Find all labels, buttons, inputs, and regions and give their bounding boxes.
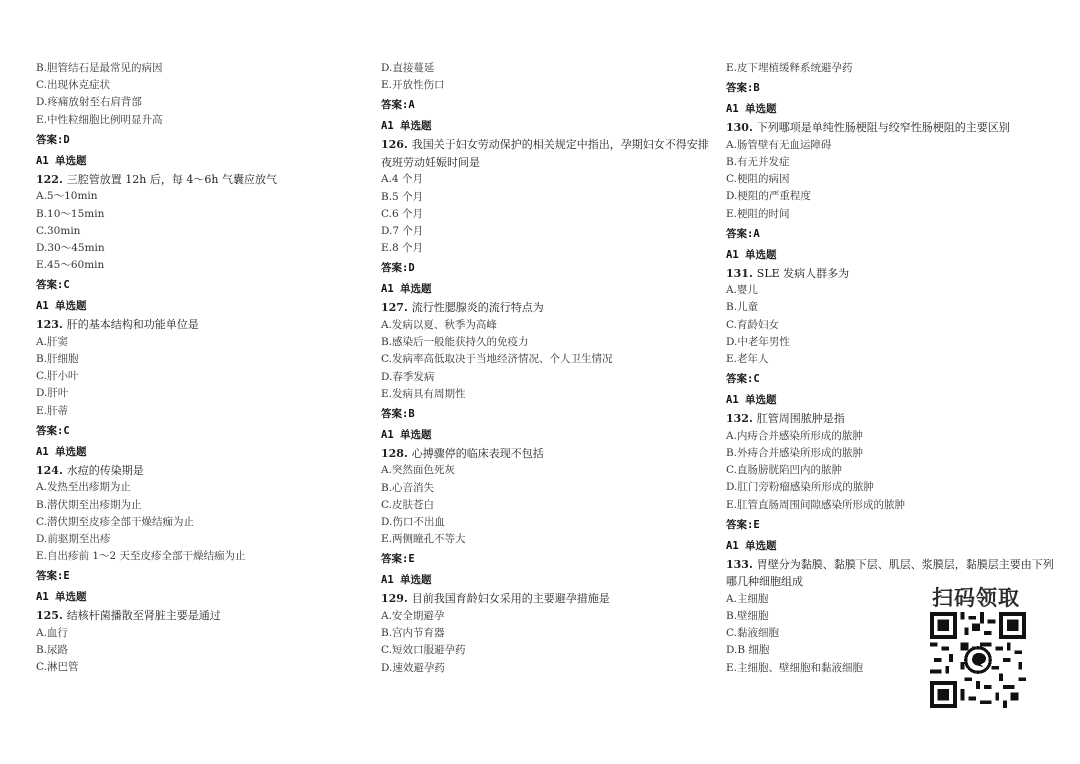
question-stem [36,607,366,625]
answer-option: B.壁细胞 [726,609,769,622]
category-label: A1 单选题 [381,574,432,587]
question-text: 流行性腮腺炎的流行特点为 [411,301,544,315]
answer-line: 答案:E [726,518,760,531]
question-text: 结核杆菌播散至肾脏主要是通过 [66,609,221,623]
category-label: A1 单选题 [726,248,777,261]
qr-watermark[interactable] [920,580,1050,710]
column-2 [381,60,711,677]
answer-option: C.出现休克症状 [36,79,110,92]
answer-option: E.老年人 [726,353,769,366]
answer-option: B.5 个月 [381,190,424,203]
answer-option: B.感染后一般能获持久的免疫力 [381,336,529,349]
answer-line: 答案:C [36,424,70,437]
question-text: 肝的基本结构和功能单位是 [66,318,199,332]
question-text: 下列哪项是单纯性肠梗阻与绞窄性肠梗阻的主要区别 [756,121,1010,135]
category-label: A1 单选题 [381,120,432,133]
question-stem [36,462,366,480]
answer-option: E.梗阻的时间 [726,207,790,220]
answer-option: A.婴儿 [726,284,758,297]
answer-option: A.肝窦 [36,335,68,348]
answer-option: E.肝蒂 [36,404,69,417]
answer-option: D.梗阻的严重程度 [726,190,811,203]
answer-line: 答案:A [726,227,760,240]
question-stem [726,119,1056,137]
answer-line: 答案:D [36,133,70,146]
answer-option: E.主细胞、壁细胞和黏液细胞 [726,661,864,674]
answer-option: A.内痔合并感染所形成的脓肿 [726,429,863,442]
answer-line: 答案:A [381,99,415,112]
answer-option: C.淋巴管 [36,661,79,674]
qr-code-icon[interactable] [930,612,1026,708]
answer-option: B.儿童 [726,301,759,314]
answer-option: B.胆管结石是最常见的病因 [36,62,163,74]
question-stem [36,171,366,189]
answer-line: 答案:E [381,553,415,566]
answer-option: C.育龄妇女 [726,318,779,331]
question-number: 124. [36,463,63,477]
question-number: 126. [381,138,408,152]
answer-option: A.发病以夏、秋季为高峰 [381,318,497,331]
answer-option: C.黏液细胞 [726,627,779,640]
question-number: 132. [726,412,753,426]
answer-option: D.疼痛放射至右肩背部 [36,96,142,109]
answer-option: C.直肠膀胱陷凹内的脓肿 [726,464,842,477]
answer-option: D.伤口不出血 [381,516,445,529]
answer-option: D.肛门旁粉瘤感染所形成的脓肿 [726,481,874,494]
category-label: A1 单选题 [726,539,777,552]
watermark-text: 扫码领取 [932,582,1020,612]
answer-line: 答案:E [36,570,70,583]
category-label: A1 单选题 [36,591,87,604]
question-text: 肛管周围脓肿是指 [756,412,845,426]
column-1 [36,60,366,676]
answer-option: D.7 个月 [381,225,424,238]
answer-option: B.宫内节育器 [381,627,445,640]
question-text: 我国关于妇女劳动保护的相关规定中指出，孕期妇女不得安排夜班劳动妊娠时间是 [381,138,709,169]
answer-option: A.血行 [36,626,68,639]
category-label: A1 单选题 [36,445,87,458]
answer-option: D.中老年男性 [726,335,790,348]
question-text: 三腔管放置 12h 后，每 4～6h 气囊应放气 [66,172,277,186]
answer-line: 答案:C [726,373,760,386]
answer-option: B.心音消失 [381,481,435,494]
answer-option: A.肠管壁有无血运障碍 [726,138,832,151]
answer-option: D.前驱期至出疹 [36,532,111,545]
question-number: 125. [36,609,63,623]
answer-line: 答案:B [726,82,760,95]
answer-option: C.皮肤苍白 [381,498,434,511]
answer-option: E.自出疹前 1～2 天至皮疹全部干燥结痂为止 [36,550,246,563]
answer-option: D.速效避孕药 [381,661,445,674]
answer-option: C.发病率高低取决于当地经济情况、个人卫生情况 [381,353,613,366]
question-stem [726,265,1056,283]
answer-option: A.5～10min [36,190,98,203]
answer-option: E.中性粒细胞比例明显升高 [36,113,163,126]
question-number: 123. [36,318,63,332]
answer-option: C.肝小叶 [36,370,79,383]
answer-option: C.30min [36,224,81,237]
question-stem [381,590,711,608]
question-text: 目前我国育龄妇女采用的主要避孕措施是 [411,592,610,606]
answer-option: E.肛管直肠周围间隙感染所形成的脓肿 [726,498,906,511]
category-label: A1 单选题 [381,283,432,296]
answer-option: B.外痔合并感染所形成的脓肿 [726,446,864,459]
answer-option: A.4 个月 [381,173,423,186]
question-text: SLE 发病人群多为 [756,266,850,280]
answer-option: E.45～60min [36,259,105,272]
question-number: 133. [726,557,753,571]
question-stem [726,410,1056,428]
answer-line: 答案:C [36,279,70,292]
question-number: 130. [726,121,753,135]
category-label: A1 单选题 [36,154,87,167]
category-label: A1 单选题 [726,394,777,407]
answer-option: B.10～15min [36,207,105,220]
answer-option: D.30～45min [36,241,105,254]
question-stem [36,316,366,334]
answer-line: 答案:D [381,262,415,275]
answer-option: A.发热至出疹期为止 [36,481,131,494]
answer-option: D.B 细胞 [726,644,770,657]
question-number: 122. [36,172,63,186]
question-text: 胃壁分为黏膜、黏膜下层、肌层、浆膜层，黏膜层主要由下列哪几种细胞组成 [726,557,1054,589]
answer-option: D.肝叶 [36,387,69,400]
question-number: 129. [381,592,408,606]
answer-option: E.开放性伤口 [381,79,445,92]
answer-option: E.皮下埋植缓释系统避孕药 [726,62,853,74]
question-text: 心搏骤停的临床表现不包括 [411,446,544,460]
answer-option: C.潜伏期至皮疹全部干燥结痂为止 [36,515,194,528]
answer-option: D.直接蔓延 [381,62,435,74]
question-stem [381,445,711,463]
answer-option: C.6 个月 [381,207,424,220]
answer-option: E.发病具有周期性 [381,387,466,400]
category-label: A1 单选题 [381,428,432,441]
answer-option: E.8 个月 [381,242,424,255]
answer-option: B.有无并发症 [726,155,790,168]
category-label: A1 单选题 [36,300,87,313]
answer-option: A.突然面色死灰 [381,464,455,477]
answer-option: C.梗阻的病因 [726,173,790,186]
question-number: 128. [381,446,408,460]
question-stem [381,299,711,317]
answer-option: C.短效口服避孕药 [381,644,466,657]
category-label: A1 单选题 [726,103,777,116]
question-text: 水痘的传染期是 [66,463,144,477]
answer-line: 答案:B [381,407,415,420]
question-number: 127. [381,301,408,315]
answer-option: A.安全期避孕 [381,609,445,622]
answer-option: B.潜伏期至出疹期为止 [36,498,142,511]
answer-option: B.尿路 [36,644,69,657]
answer-option: A.主细胞 [726,592,769,605]
answer-option: D.春季发病 [381,370,435,383]
question-number: 131. [726,266,753,280]
answer-option: B.肝细胞 [36,353,79,366]
question-stem [381,136,711,171]
answer-option: E.两侧瞳孔不等大 [381,533,466,546]
